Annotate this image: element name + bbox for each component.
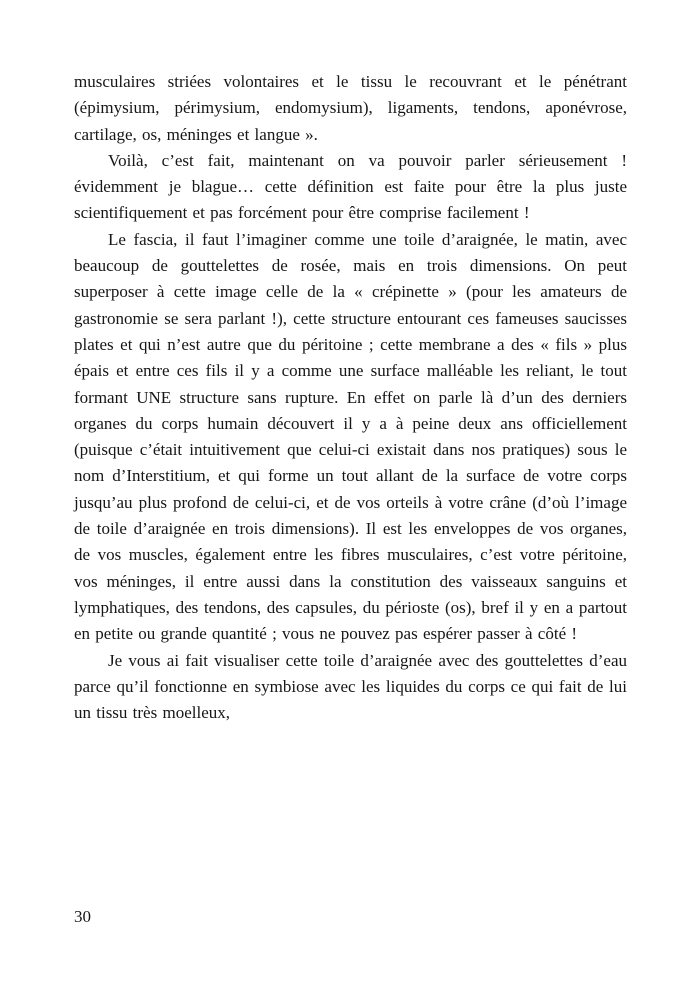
paragraph-2: Voilà, c’est fait, maintenant on va pouvoir parler sérieusement ! évidemment je blague… cette définition est faite pour être la plus juste scientifiquement et pas forcément pour être comprise facilement ! xyxy=(74,150,627,223)
paragraph-3: Le fascia, il faut l’imaginer comme une toile d’araignée, le matin, avec beaucoup de gouttelettes de rosée, mais en trois dimensions. On peut superposer à cette image celle de la « crépinette » (pour les amateurs de gastronomie se sera parlant !), cette structure entourant ces fameuses saucisses plates et qui n’est autre que du péritoine ; cette membrane a des « fils » plus épais et entre ces fils il y a comme une surface malléable les reliant, le tout formant UNE structure sans rupture. En effet on parle là d’un des derniers organes du corps humain découvert il y a à peine deux ans officiellement (puisque c’était intuitivement que celui-ci existait dans nos pratiques) sous le nom d’Interstitium, et qui forme un tout allant de la surface de votre corps jusqu’au plus profond de celui-ci, et de vos orteils à votre crâne (d’où l’image de toile d’araignée en trois dimensions). Il est les enveloppes de vos organes, de vos muscles, également entre les fibres musculaires, c’est votre péritoine, vos méninges, il entre aussi dans la constitution des vaisseaux sanguins et lymphatiques, des tendons, des capsules, du périoste (os), bref il y en a partout en petite ou grande quantité ; vous ne pouvez pas espérer passer à côté ! xyxy=(74,229,627,644)
page-number: 30 xyxy=(74,907,91,926)
paragraph-1: musculaires striées volontaires et le tissu le recouvrant et le pénétrant (épimysium, périmysium, endomysium), ligaments, tendons, aponévrose, cartilage, os, méninges et langue ». xyxy=(74,72,627,144)
paragraph-4: Je vous ai fait visualiser cette toile d’araignée avec des gouttelettes d’eau parce qu’il fonctionne en symbiose avec les liquides du corps ce qui fait de lui un tissu très moelleux, xyxy=(74,650,627,723)
text-block xyxy=(74,69,627,726)
